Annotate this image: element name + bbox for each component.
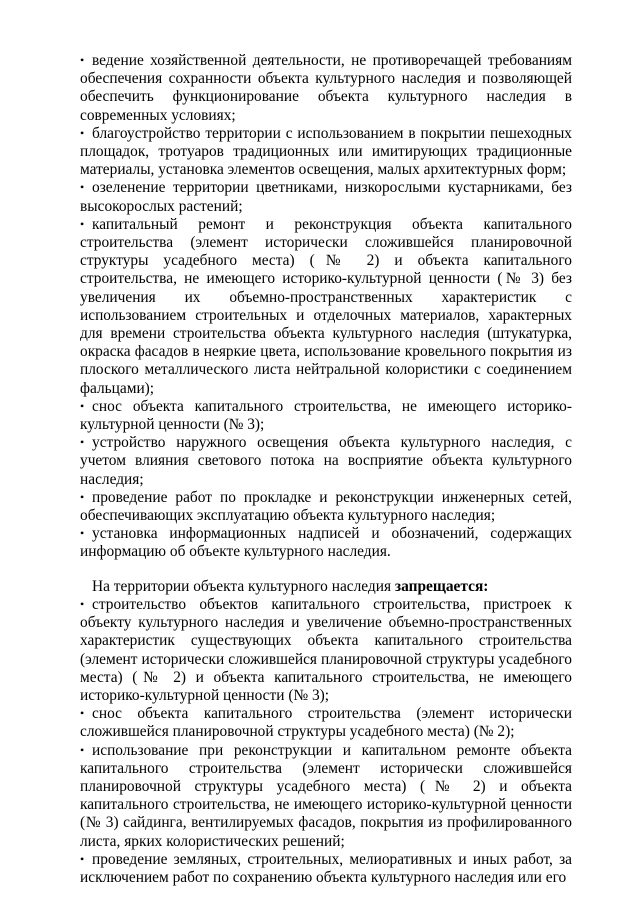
list-item-text: проведение работ по прокладке и реконструкции инженерных сетей, обеспечивающих эксплуатацию объекта культурного наследия; (80, 488, 572, 525)
list-item (80, 742, 572, 851)
list-item-text: озеленение территории цветниками, низкорослыми кустарниками, без высокорослых растений; (80, 179, 572, 215)
list-item-text: строительство объектов капитального строительства, пристроек к объекту культурного наследия и увеличение объемно-пространственных характеристик существующих объекта капитального строительства (элемент исторически сложившейся планировочной структуры усадебного места) (№ 2) и объекта капитального строительства, не имеющего историко-культурной ценности (№ 3); (80, 595, 572, 704)
bullet-icon: • (80, 398, 85, 413)
list-item (80, 216, 572, 398)
bullet-icon: • (80, 489, 85, 504)
bullet-icon: • (80, 851, 85, 866)
prohibited-heading-bold: запрещается: (394, 577, 489, 595)
list-item (80, 125, 572, 180)
list-item-text: капитальный ремонт и реконструкция объекта капитального строительства (элемент исторически сложившейся планировочной структуры усадебного места) (№ 2) и объекта капитального строительства, не имеющего историко-культурной ценности (№ 3) без увеличения их объемно-пространственных характеристик с использованием строительных и отделочных материалов, характерных для времени строительства объекта культурного наследия (штукатурка, окраска фасадов в неяркие цвета, использование кровельного покрытия из плоского металлического листа нейтральной колористики с соединением фальцами); (80, 215, 572, 397)
bullet-icon: • (80, 180, 85, 195)
bullet-icon: • (80, 125, 85, 140)
bullet-icon: • (80, 526, 85, 541)
prohibited-heading (80, 578, 572, 596)
list-item (80, 705, 572, 741)
bullet-icon: • (80, 706, 85, 721)
list-item (80, 596, 572, 705)
section-spacer (80, 562, 572, 578)
list-item-text: устройство наружного освещения объекта культурного наследия, с учетом влияния светового потока на восприятие объекта культурного наследия; (80, 434, 572, 488)
bullet-icon: • (80, 596, 85, 611)
list-item (80, 489, 572, 525)
bullet-icon: • (80, 53, 85, 67)
prohibited-heading-text: На территории объекта культурного наследия (92, 577, 395, 595)
list-item (80, 179, 572, 215)
permitted-list (80, 52, 572, 562)
list-item-text: снос объекта капитального строительства, не имеющего историко-культурной ценности (№ 3); (80, 397, 572, 434)
list-item-text: использование при реконструкции и капитальном ремонте объекта капитального строительства (элемент исторически сложившейся планировочной структуры усадебного места) (№ 2) и объекта капитального строительства, не имеющего историко-культурной ценности (№ 3) сайдинга, вентилируемых фасадов, покрытия из профилированного листа, ярких колористических решений; (80, 741, 572, 850)
list-item (80, 525, 572, 561)
prohibited-list (80, 596, 572, 887)
bullet-icon: • (80, 435, 85, 450)
bullet-icon: • (80, 216, 85, 231)
document-page (80, 52, 572, 887)
list-item-text: проведение земляных, строительных, мелиоративных и иных работ, за исключением работ по сохранению объекта культурного наследия или его (80, 850, 572, 886)
list-item (80, 52, 572, 125)
list-item (80, 851, 572, 887)
list-item-text: благоустройство территории с использованием в покрытии пешеходных площадок, тротуаров традиционных или имитирующих традиционные материалы, установка элементов освещения, малых архитектурных форм; (80, 124, 572, 179)
list-item (80, 434, 572, 489)
bullet-icon: • (80, 742, 85, 757)
list-item (80, 398, 572, 434)
list-item-text: установка информационных надписей и обозначений, содержащих информацию об объекте культурного наследия. (80, 525, 572, 561)
list-item-text: снос объекта капитального строительства (элемент исторически сложившейся планировочной структуры усадебного места) (№ 2); (80, 705, 572, 741)
list-item-text: ведение хозяйственной деятельности, не противоречащей требованиям обеспечения сохранности объекта культурного наследия и позволяющей обеспечить функционирование объекта культурного наследия в современных условиях; (80, 52, 572, 124)
